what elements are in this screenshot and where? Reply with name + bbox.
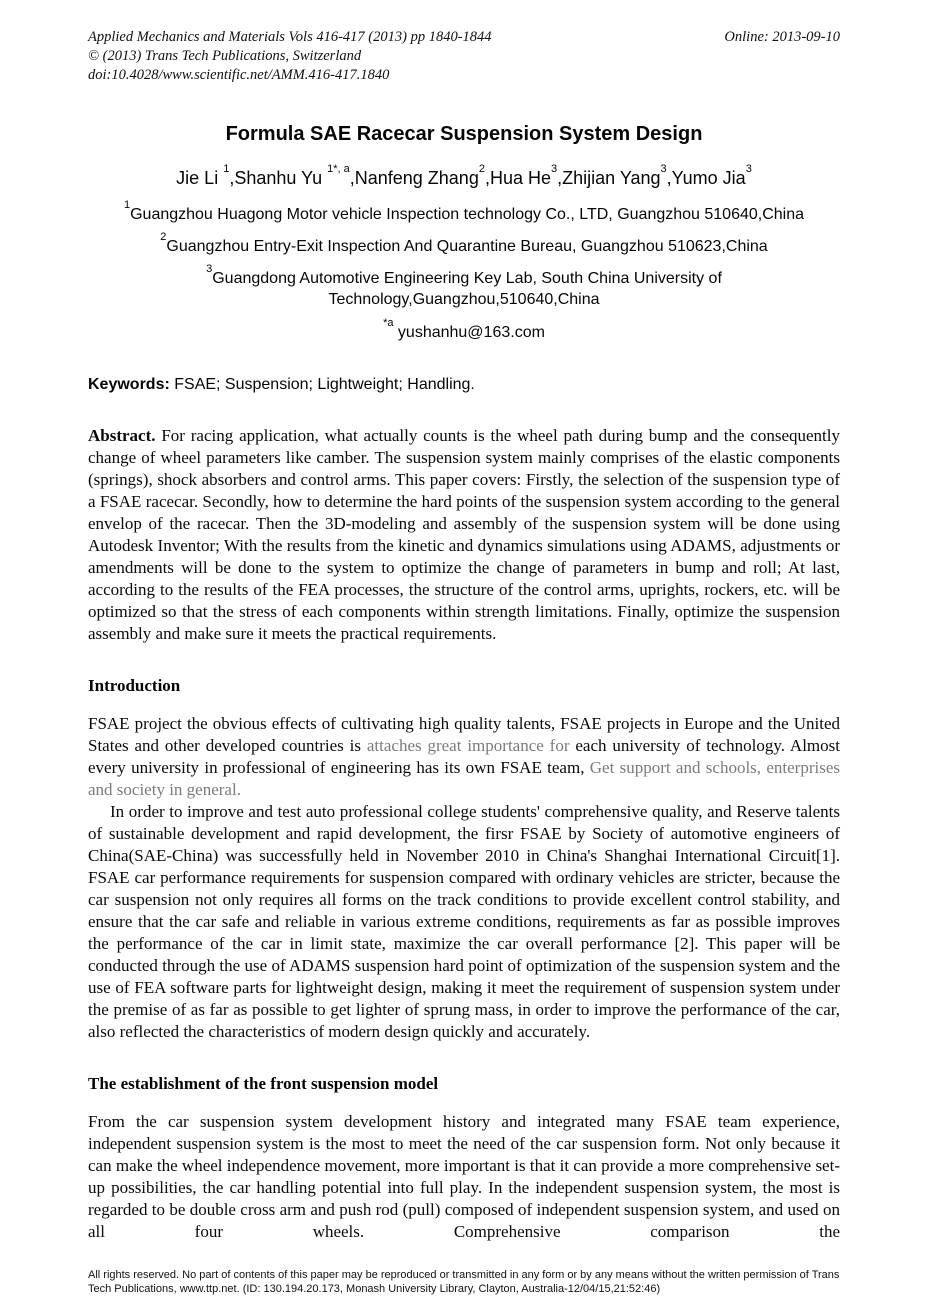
rights-footer-line2: Tech Publications, www.ttp.net. (ID: 130.194.20.173, Monash University Library, Clayton, Australia-12/04/15,21:52:46) (88, 1283, 661, 1295)
affiliation-superscript: 3 (206, 262, 213, 275)
introduction-paragraph-1 (88, 713, 840, 801)
affiliation-text: Guangzhou Huagong Motor vehicle Inspection technology Co., LTD, Guangzhou 510640,China (130, 206, 805, 223)
author-superscript: 3 (745, 163, 752, 176)
abstract-paragraph (88, 425, 840, 645)
abstract-label: Abstract. (88, 426, 156, 445)
front-suspension-paragraph: From the car suspension system development history and integrated many FSAE team experience, independent suspension system is the most to meet the need of the car suspension form. Not only because it can make the wheel independence movement, more important is that it can provide a more comprehensive set-up possibilities, the car handling potential into full play. In the independent suspension system, the most is regarded to be double cross arm and push rod (pull) composed of independent suspension system, and used on all four wheels. Comprehensive comparison the (88, 1112, 840, 1241)
online-date: Online: 2013-09-10 (724, 29, 840, 45)
journal-header-left (88, 28, 492, 85)
doi-line: doi:10.4028/www.scientific.net/AMM.416-417.1840 (88, 67, 390, 83)
intro-text-gray: Get support and schools, enterprises and society in general. (88, 758, 840, 799)
copyright-line: © (2013) Trans Tech Publications, Switzerland (88, 48, 362, 64)
journal-citation: Applied Mechanics and Materials Vols 416-417 (2013) pp 1840-1844 (88, 29, 492, 45)
affiliation-3 (88, 262, 840, 310)
affiliation-text: Guangdong Automotive Engineering Key Lab, South China University of (212, 270, 722, 287)
affiliation-superscript: 1 (123, 198, 131, 211)
author-superscript: 3 (551, 163, 558, 176)
affiliation-text: Guangzhou Entry-Exit Inspection And Quarantine Bureau, Guangzhou 510623,China (166, 238, 768, 255)
introduction-paragraph-2: In order to improve and test auto professional college students' comprehensive quality, and Reserve talents of sustainable development and rapid development, the firsr FSAE by Society of automotive engineers of China(SAE-China) was successfully held in November 2010 in China's Shanghai International Circuit[1]. FSAE car performance requirements for suspension compared with ordinary vehicles are stricter, because the car suspension not only requires all forms on the track conditions to provide excellent control stability, and ensure that the car safe and reliable in various extreme conditions, requirements as far as possible improves the performance of the car in limit state, maximize the car overall performance [2]. This paper will be conducted through the use of ADAMS suspension hard point of optimization of the suspension system and the use of FEA software parts for lightweight design, making it meet the requirement of suspension system under the premise of as far as possible to get lighter of sprung mass, in order to improve the performance of the car, also reflected the characteristics of modern design quickly and accurately. (88, 802, 840, 1041)
rights-footer (88, 1268, 915, 1296)
email-superscript: *a (383, 316, 394, 329)
intro-text: FSAE project the obvious effects of cultivating high quality talents, FSAE projects in Europe and the United States and other developed countries is (88, 714, 840, 755)
keywords-line (88, 376, 840, 394)
author-name: ,Shanhu Yu (229, 168, 328, 188)
abstract-text: For racing application, what actually counts is the wheel path during bump and the consequently change of wheel parameters like camber. The suspension system mainly comprises of the elastic components (springs), shock absorbers and control arms. This paper covers: Firstly, the selection of the suspension type of a FSAE racecar. Secondly, how to determine the hard points of the suspension system according to the general envelop of the racecar. Then the 3D-modeling and assembly of the suspension system will be done using Autodesk Inventor; With the results from the kinetic and dynamics simulations using ADAMS, adjustments or amendments will be done to the system to optimize the change of parameters in bump and roll; At last, according to the results of the FEA processes, the structure of the control arms, uprights, rockers, etc. will be optimized so that the stress of each components within strength limitations. Finally, optimize the suspension assembly and make sure it meets the practical requirements. (88, 426, 840, 643)
keywords-label: Keywords: (88, 376, 170, 393)
author-name: ,Zhijian Yang (557, 168, 661, 188)
author-superscript: 1*, a (327, 163, 350, 176)
intro-text-gray: attaches great importance for (366, 736, 576, 755)
paper-title: Formula SAE Racecar Suspension System Design (225, 123, 703, 145)
email-address: yushanhu@163.com (393, 324, 545, 341)
affiliation-text-line1 (88, 262, 840, 289)
keywords-text: FSAE; Suspension; Lightweight; Handling. (169, 376, 475, 393)
rights-footer-line1: All rights reserved. No part of contents of this paper may be reproduced or transmitted in any form or by any means without the written permission of Trans (88, 1269, 840, 1281)
author-superscript: 3 (660, 163, 667, 176)
affiliation-1 (88, 198, 840, 225)
affiliation-2 (88, 230, 840, 257)
author-name: ,Hua He (484, 168, 551, 188)
section-heading-front-suspension: The establishment of the front suspension model (88, 1074, 439, 1093)
author-superscript: 1 (223, 163, 230, 176)
corresponding-email (88, 316, 840, 343)
section-heading-introduction: Introduction (88, 676, 181, 695)
journal-header (88, 28, 840, 85)
author-line (88, 163, 840, 189)
intro-text: each university of technology. Almost every university in professional of engineering has its own FSAE team, (88, 736, 840, 777)
affiliation-superscript: 2 (160, 230, 167, 243)
affiliation-text-line2: Technology,Guangzhou,510640,China (328, 291, 600, 308)
author-name: Jie Li (176, 168, 224, 188)
author-name: ,Nanfeng Zhang (349, 168, 479, 188)
author-name: ,Yumo Jia (666, 168, 746, 188)
author-superscript: 2 (478, 163, 485, 176)
